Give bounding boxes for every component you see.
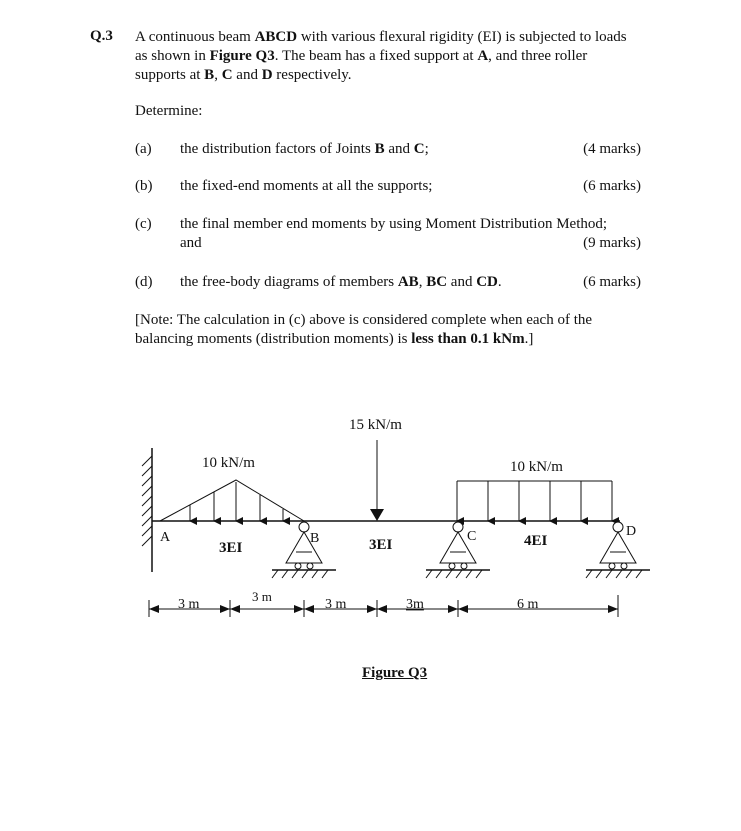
ei-label-bc: 3EI	[369, 537, 393, 553]
figure-caption: Figure Q3	[362, 665, 428, 681]
question-intro: A continuous beam ABCD with various flexural rigidity (EI) is subjected to loads as shown in Figure Q3. The beam has a fixed support at A, and three roller supports at B, C and D respectively.	[135, 29, 627, 83]
load-label-bc: 15 kN/m	[349, 417, 402, 433]
part-d-marks: (6 marks)	[583, 274, 641, 290]
part-b-text: the fixed-end moments at all the supports;	[180, 178, 433, 194]
part-a-marks: (4 marks)	[583, 141, 641, 157]
dim-label-4: 3m	[406, 597, 424, 612]
part-d-text: the free-body diagrams of members AB, BC and CD.	[180, 274, 502, 290]
load-label-ab: 10 kN/m	[202, 455, 255, 471]
part-a-text: the distribution factors of Joints B and C;	[180, 141, 429, 157]
node-label-c: C	[467, 529, 477, 544]
dimension-line	[149, 595, 618, 617]
dim-label-5: 6 m	[517, 597, 539, 612]
point-load-bc	[370, 440, 384, 521]
part-c-text-cont: and	[180, 235, 202, 251]
part-c-marks: (9 marks)	[583, 235, 641, 251]
part-b-label: (b)	[135, 178, 153, 194]
part-b-marks: (6 marks)	[583, 178, 641, 194]
dim-label-2: 3 m	[252, 589, 272, 604]
node-label-d: D	[626, 524, 637, 539]
determine-label: Determine:	[135, 103, 203, 119]
udl-load-cd	[457, 481, 612, 521]
part-c-text: the final member end moments by using Moment Distribution Method;	[180, 216, 608, 232]
roller-support-b	[272, 522, 336, 578]
roller-support-d	[586, 522, 650, 578]
triangular-load-ab	[160, 480, 304, 521]
part-d-label: (d)	[135, 274, 153, 290]
fixed-support-a	[142, 448, 152, 572]
part-c-label: (c)	[135, 216, 152, 232]
ei-label-cd: 4EI	[524, 533, 548, 549]
dim-label-3: 3 m	[325, 597, 347, 612]
dim-label-1: 3 m	[178, 597, 200, 612]
node-label-b: B	[310, 531, 320, 546]
node-label-a: A	[160, 530, 171, 545]
load-label-cd: 10 kN/m	[510, 459, 563, 475]
part-a-label: (a)	[135, 141, 152, 157]
ei-label-ab: 3EI	[219, 540, 243, 556]
roller-support-c	[426, 522, 490, 578]
note: [Note: The calculation in (c) above is considered complete when each of the balancing moments (distribution moments) is less than 0.1 kNm.]	[135, 312, 593, 347]
question-number: Q.3	[90, 28, 113, 44]
